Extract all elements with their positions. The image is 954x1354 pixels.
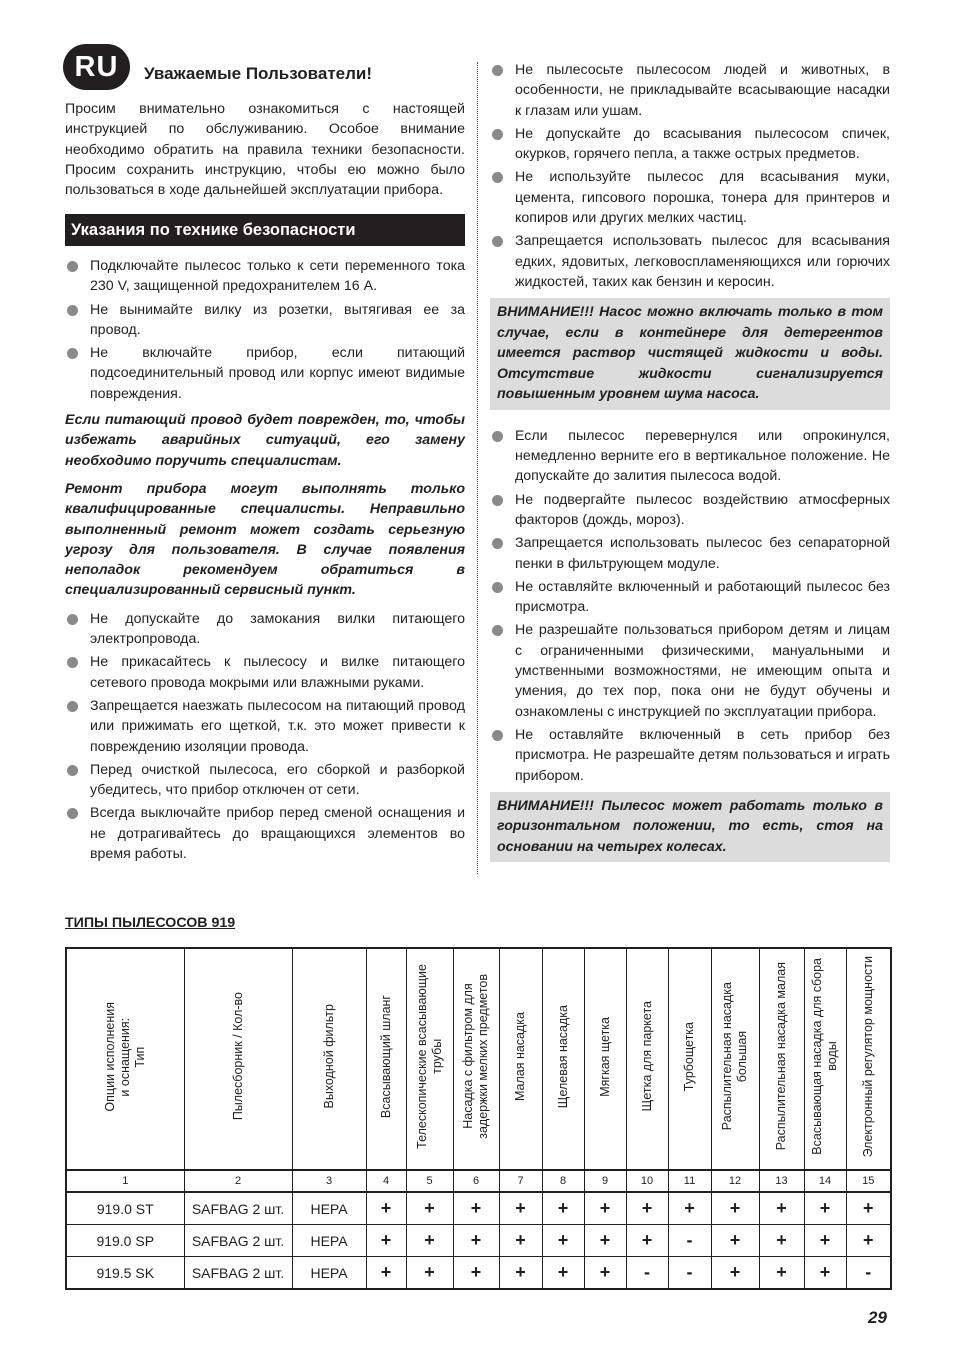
bullet-icon (492, 730, 503, 741)
table-cell: + (759, 1257, 804, 1290)
column-number: 5 (406, 1170, 453, 1192)
column-header (406, 948, 453, 1170)
right-bullets-1 (490, 60, 890, 292)
column-number: 3 (292, 1170, 366, 1192)
table-cell: + (584, 1257, 626, 1290)
table-cell: + (499, 1225, 542, 1257)
column-header (846, 948, 891, 1170)
table-cell: + (366, 1225, 406, 1257)
table-cell: + (453, 1257, 499, 1290)
table-cell: + (542, 1225, 584, 1257)
bullet-icon (492, 172, 503, 183)
column-header (292, 948, 366, 1170)
column-number: 9 (584, 1170, 626, 1192)
table-cell: + (406, 1257, 453, 1290)
column-number: 1 (66, 1170, 184, 1192)
column-number: 4 (366, 1170, 406, 1192)
list-item: Запрещается наезжать пылесосом на питающий провод или прижимать его щеткой, т.к. это может привести к повреждению изоляции провода. (65, 696, 465, 757)
table-cell: - (668, 1257, 711, 1290)
column-header (584, 948, 626, 1170)
left-bullets-1 (65, 256, 465, 404)
column-header (184, 948, 292, 1170)
spec-table (65, 947, 892, 1290)
table-cell: HEPA (292, 1257, 366, 1290)
column-header-label: Распылительная насадка малая (774, 962, 788, 1151)
list-item: Подключайте пылесос только к сети переменного тока 230 V, защищенной предохранителем 16 A. (65, 256, 465, 297)
list-item: Не оставляйте включенный в сеть прибор без присмотра. Не разрешайте детям пользоваться и играть прибором. (490, 725, 890, 786)
bullet-icon (67, 348, 78, 359)
list-item: Не пылесосьте пылесосом людей и животных, в особенности, не прикладывайте всасывающие насадки к глазам или ушам. (490, 60, 890, 121)
page-number: 29 (868, 1308, 887, 1327)
list-item: Не оставляйте включенный и работающий пылесос без присмотра. (490, 577, 890, 618)
list-item: Запрещается использовать пылесос без сепараторной пенки в фильтрующем модуле. (490, 533, 890, 574)
table-cell: + (804, 1257, 846, 1290)
column-header-label: Телескопические всасывающие трубы (414, 964, 444, 1149)
bullet-icon (67, 305, 78, 316)
bullet-icon (492, 495, 503, 506)
list-item: Не разрешайте пользоваться прибором детям и лицам с ограниченными физическими, мануальными и умственными возможностями, не имеющим опыта и умения, до тех пор, пока они не будут обучены и ознакомлены с инструкцией по эксплуатации прибора. (490, 620, 890, 721)
table-cell: + (542, 1192, 584, 1225)
table-cell: + (804, 1225, 846, 1257)
column-number: 8 (542, 1170, 584, 1192)
table-cell: + (759, 1192, 804, 1225)
list-item: Не прикасайтесь к пылесосу и вилке питающего сетевого провода мокрыми или влажными руками. (65, 652, 465, 693)
table-row (66, 1192, 891, 1225)
left-bullets-2 (65, 609, 465, 865)
bullet-icon (492, 129, 503, 140)
bullet-icon (67, 261, 78, 272)
table-cell: SAFBAG 2 шт. (184, 1257, 292, 1290)
table-cell: + (846, 1192, 891, 1225)
note-repair: Ремонт прибора могут выполнять только квалифицированные специалисты. Неправильно выполненный ремонт может создать серьезную угрозу для пользователя. В случае появления неполадок рекомендуем обратиться в специализированный сервисный пункт. (65, 480, 465, 599)
table-cell: + (584, 1192, 626, 1225)
right-bullets-2 (490, 426, 890, 786)
column-header (66, 948, 184, 1170)
column-header (668, 948, 711, 1170)
column-number: 2 (184, 1170, 292, 1192)
bullet-icon (492, 236, 503, 247)
table-cell: - (668, 1225, 711, 1257)
column-header (626, 948, 668, 1170)
list-item: Не подвергайте пылесос воздействию атмосферных факторов (дождь, мороз). (490, 490, 890, 531)
column-number: 13 (759, 1170, 804, 1192)
table-cell: + (711, 1257, 759, 1290)
column-header (542, 948, 584, 1170)
list-item: Не используйте пылесос для всасывания муки, цемента, гипсового порошка, тонера для принтеров и копиров или других мелких частиц. (490, 167, 890, 228)
right-column (490, 60, 890, 878)
table-cell: + (453, 1192, 499, 1225)
table-cell: + (626, 1192, 668, 1225)
table-cell: + (499, 1257, 542, 1290)
column-header (453, 948, 499, 1170)
warning-horizontal: ВНИМАНИЕ!!! Пылесос может работать только в горизонтальном положении, то есть, стоя на основании на четырех колесах. (490, 792, 890, 863)
list-item: Не допускайте до замокания вилки питающего электропровода. (65, 609, 465, 650)
list-item: Всегда выключайте прибор перед сменой оснащения и не дотрагивайтесь до вращающихся элементов во время работы. (65, 803, 465, 864)
column-header-label: Щетка для паркета (639, 1001, 654, 1112)
column-number: 12 (711, 1170, 759, 1192)
column-header-label: Электронный регулятор мощности (860, 955, 875, 1158)
bullet-icon (67, 657, 78, 668)
bullet-icon (492, 538, 503, 549)
table-cell: + (584, 1225, 626, 1257)
bullet-icon (67, 701, 78, 712)
column-header-label: Малая насадка (513, 1011, 527, 1102)
table-title: ТИПЫ ПЫЛЕСОСОВ 919 (65, 915, 236, 931)
column-header-label: Всасывающий шланг (378, 994, 393, 1119)
list-item: Не допускайте до всасывания пылесосом спичек, окурков, горячего пепла, а также острых предметов. (490, 124, 890, 165)
model-cell: 919.5 SK (66, 1257, 184, 1290)
list-item: Не вынимайте вилку из розетки, вытягивая ее за провод. (65, 300, 465, 341)
table-body (66, 1192, 891, 1289)
intro-paragraph: Просим внимательно ознакомиться с настоящей инструкцией по обслуживанию. Особое внимание необходимо обратить на правила техники безопасности. Просим сохранить инструкцию, чтобы ею можно было пользоваться в ходе дальнейшей эксплуатации прибора. (65, 101, 465, 199)
column-number: 15 (846, 1170, 891, 1192)
column-number: 6 (453, 1170, 499, 1192)
table-cell: + (846, 1225, 891, 1257)
column-header-label: Всасывающая насадка для сбора воды (810, 958, 839, 1155)
table-number-row (66, 1170, 891, 1192)
bullet-icon (492, 582, 503, 593)
column-header-label: Выходной фильтр (321, 1004, 336, 1109)
bullet-icon (492, 65, 503, 76)
list-item: Перед очисткой пылесоса, его сборкой и разборкой убедитесь, что прибор отключен от сети. (65, 760, 465, 801)
section-title: Указания по технике безопасности (65, 214, 465, 246)
language-badge: RU (63, 44, 130, 90)
column-header-label: Щелевая насадка (555, 1004, 570, 1109)
column-header-label: Распылительная насадка большая (720, 982, 749, 1131)
model-cell: 919.0 SP (66, 1225, 184, 1257)
column-divider (477, 62, 478, 874)
table-cell: - (626, 1257, 668, 1290)
bullet-icon (492, 625, 503, 636)
table-cell: + (759, 1225, 804, 1257)
table-cell: SAFBAG 2 шт. (184, 1192, 292, 1225)
column-number: 11 (668, 1170, 711, 1192)
column-header (711, 948, 759, 1170)
table-cell: + (804, 1192, 846, 1225)
column-number: 10 (626, 1170, 668, 1192)
table-cell: HEPA (292, 1192, 366, 1225)
model-cell: 919.0 ST (66, 1192, 184, 1225)
column-number: 7 (499, 1170, 542, 1192)
greeting-heading: Уважаемые Пользователи! (144, 64, 373, 83)
table-cell: + (542, 1257, 584, 1290)
table-cell: + (453, 1225, 499, 1257)
table-cell: + (711, 1192, 759, 1225)
list-item: Запрещается использовать пылесос для всасывания едких, ядовитых, легковоспламеняющихся или горючих жидкостей, таких как бензин и керосин. (490, 231, 890, 292)
table-row (66, 1225, 891, 1257)
column-header-label: Мягкая щетка (597, 1016, 612, 1097)
table-cell: + (366, 1192, 406, 1225)
list-item: Если пылесос перевернулся или опрокинулся, немедленно верните его в вертикальное положение. Не допускайте до залития пылесоса водой. (490, 426, 890, 487)
list-item: Не включайте прибор, если питающий подсоединительный провод или корпус имеют видимые повреждения. (65, 343, 465, 404)
column-header-label: Турбощетка (682, 1021, 696, 1092)
column-number: 14 (804, 1170, 846, 1192)
bullet-icon (67, 808, 78, 819)
note-cord-damage: Если питающий провод будет поврежден, то, чтобы избежать аварийных ситуаций, его замену необходимо поручить специалистам. (65, 412, 465, 469)
table-cell: + (406, 1192, 453, 1225)
warning-pump: ВНИМАНИЕ!!! Насос можно включать только в том случае, если в контейнере для детергентов имеется раствор чистящей жидкости и воды. Отсутствие жидкости сигнализируется повышенным уровнем шума насоса. (490, 298, 890, 410)
bullet-icon (492, 431, 503, 442)
table-cell: + (366, 1257, 406, 1290)
table-header-row (66, 948, 891, 1170)
column-header (804, 948, 846, 1170)
left-column (65, 256, 465, 867)
column-header-label: Опции исполнения и оснащения: Тип (102, 1001, 147, 1112)
bullet-icon (67, 614, 78, 625)
column-header (366, 948, 406, 1170)
table-cell: + (711, 1225, 759, 1257)
table-cell: + (406, 1225, 453, 1257)
table-cell: + (499, 1192, 542, 1225)
table-cell: - (846, 1257, 891, 1290)
table-row (66, 1257, 891, 1290)
table-cell: SAFBAG 2 шт. (184, 1225, 292, 1257)
bullet-icon (67, 765, 78, 776)
table-cell: + (668, 1192, 711, 1225)
column-header (499, 948, 542, 1170)
column-header-label: Насадка с фильтром для задержки мелких предметов (461, 974, 490, 1139)
table-cell: + (626, 1225, 668, 1257)
column-header-label: Пылесборник / Кол-во (230, 992, 245, 1121)
column-header (759, 948, 804, 1170)
table-cell: HEPA (292, 1225, 366, 1257)
